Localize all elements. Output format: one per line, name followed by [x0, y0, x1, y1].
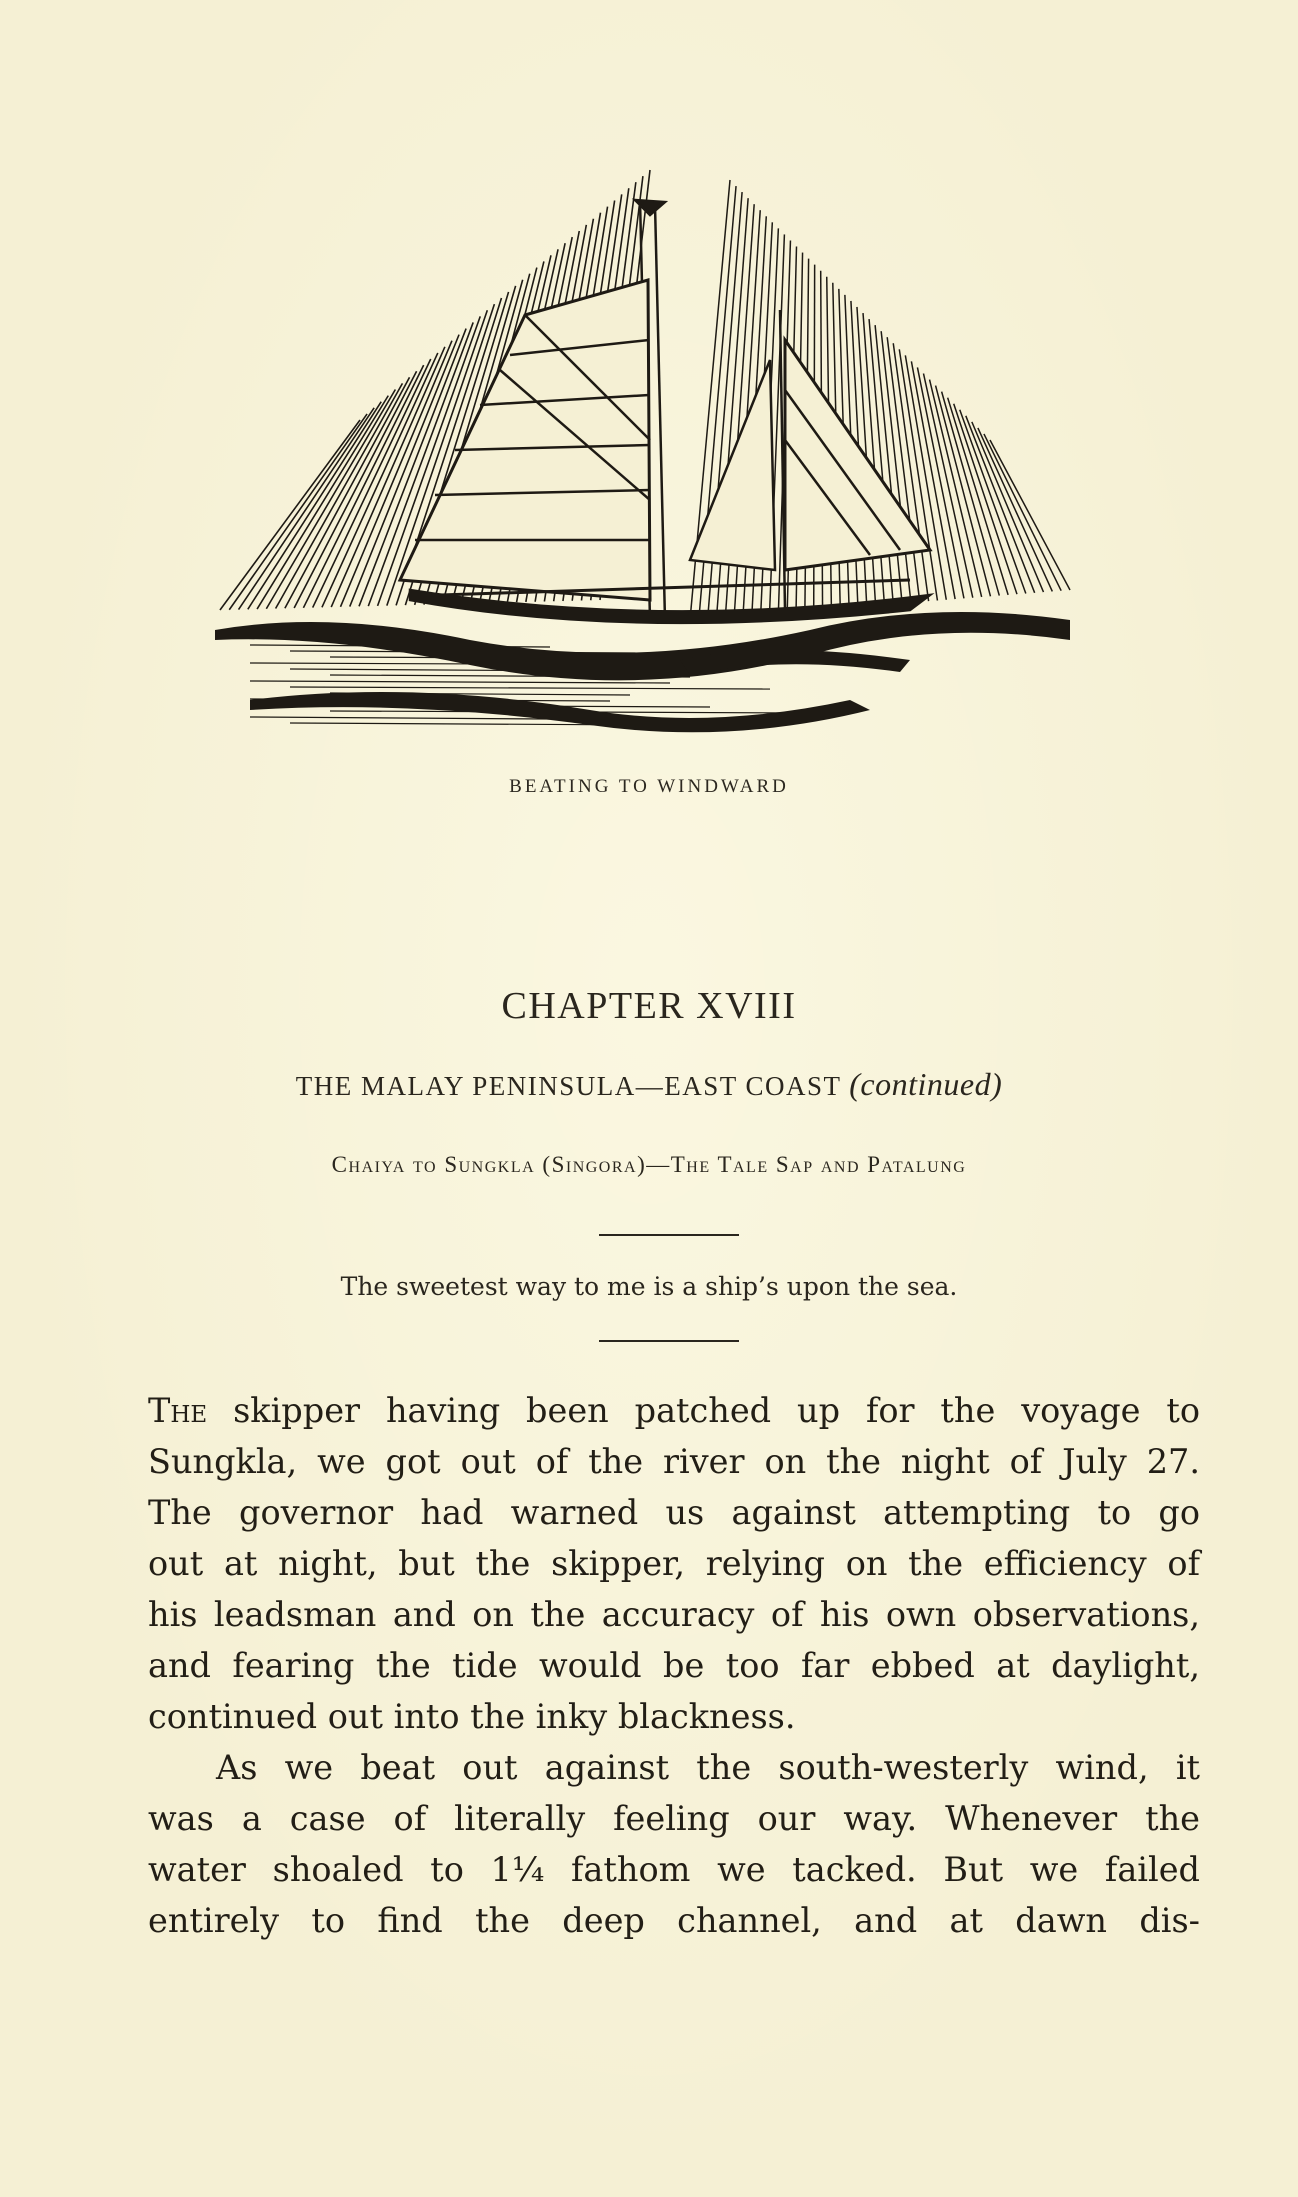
chapter-title: CHAPTER XVIII	[501, 985, 797, 1027]
sailing-junk-illustration	[210, 140, 1130, 740]
divider-rule	[599, 1234, 739, 1236]
chapter-summary: Chaiya to Sungkla (Singora)—The Tale Sap and Patalung	[331, 1152, 967, 1177]
chapter-subtitle-main: THE MALAY PENINSULA—EAST COAST	[295, 1071, 842, 1101]
lead-word: The	[148, 1391, 208, 1430]
body-text	[148, 1385, 1200, 1946]
epigraph: The sweetest way to me is a ship’s upon the sea.	[340, 1272, 958, 1301]
text-line: Sungkla, we got out of the river on the night of July 27.	[148, 1442, 1200, 1481]
text-line: As we beat out against the south-westerly wind, it	[216, 1748, 1200, 1787]
text-line: water shoaled to 1¼ fathom we tacked. But we failed	[148, 1850, 1200, 1889]
text-line: out at night, but the skipper, relying on the efficiency of	[148, 1544, 1200, 1583]
divider-rule	[599, 1340, 739, 1342]
chapter-subtitle-continued: (continued)	[849, 1066, 1003, 1102]
line-text: skipper having been patched up for the voyage to	[207, 1391, 1200, 1430]
chapter-subtitle	[0, 1066, 1298, 1103]
text-line: continued out into the inky blackness.	[148, 1697, 796, 1736]
text-line: was a case of literally feeling our way. Whenever the	[148, 1799, 1200, 1838]
text-line	[148, 1385, 1200, 1436]
text-line: The governor had warned us against attempting to go	[148, 1493, 1200, 1532]
illustration-caption: BEATING TO WINDWARD	[509, 776, 789, 797]
text-line: his leadsman and on the accuracy of his own observations,	[148, 1595, 1200, 1634]
text-line: entirely to find the deep channel, and at dawn dis-	[148, 1901, 1200, 1940]
text-line: and fearing the tide would be too far ebbed at daylight,	[148, 1646, 1200, 1685]
